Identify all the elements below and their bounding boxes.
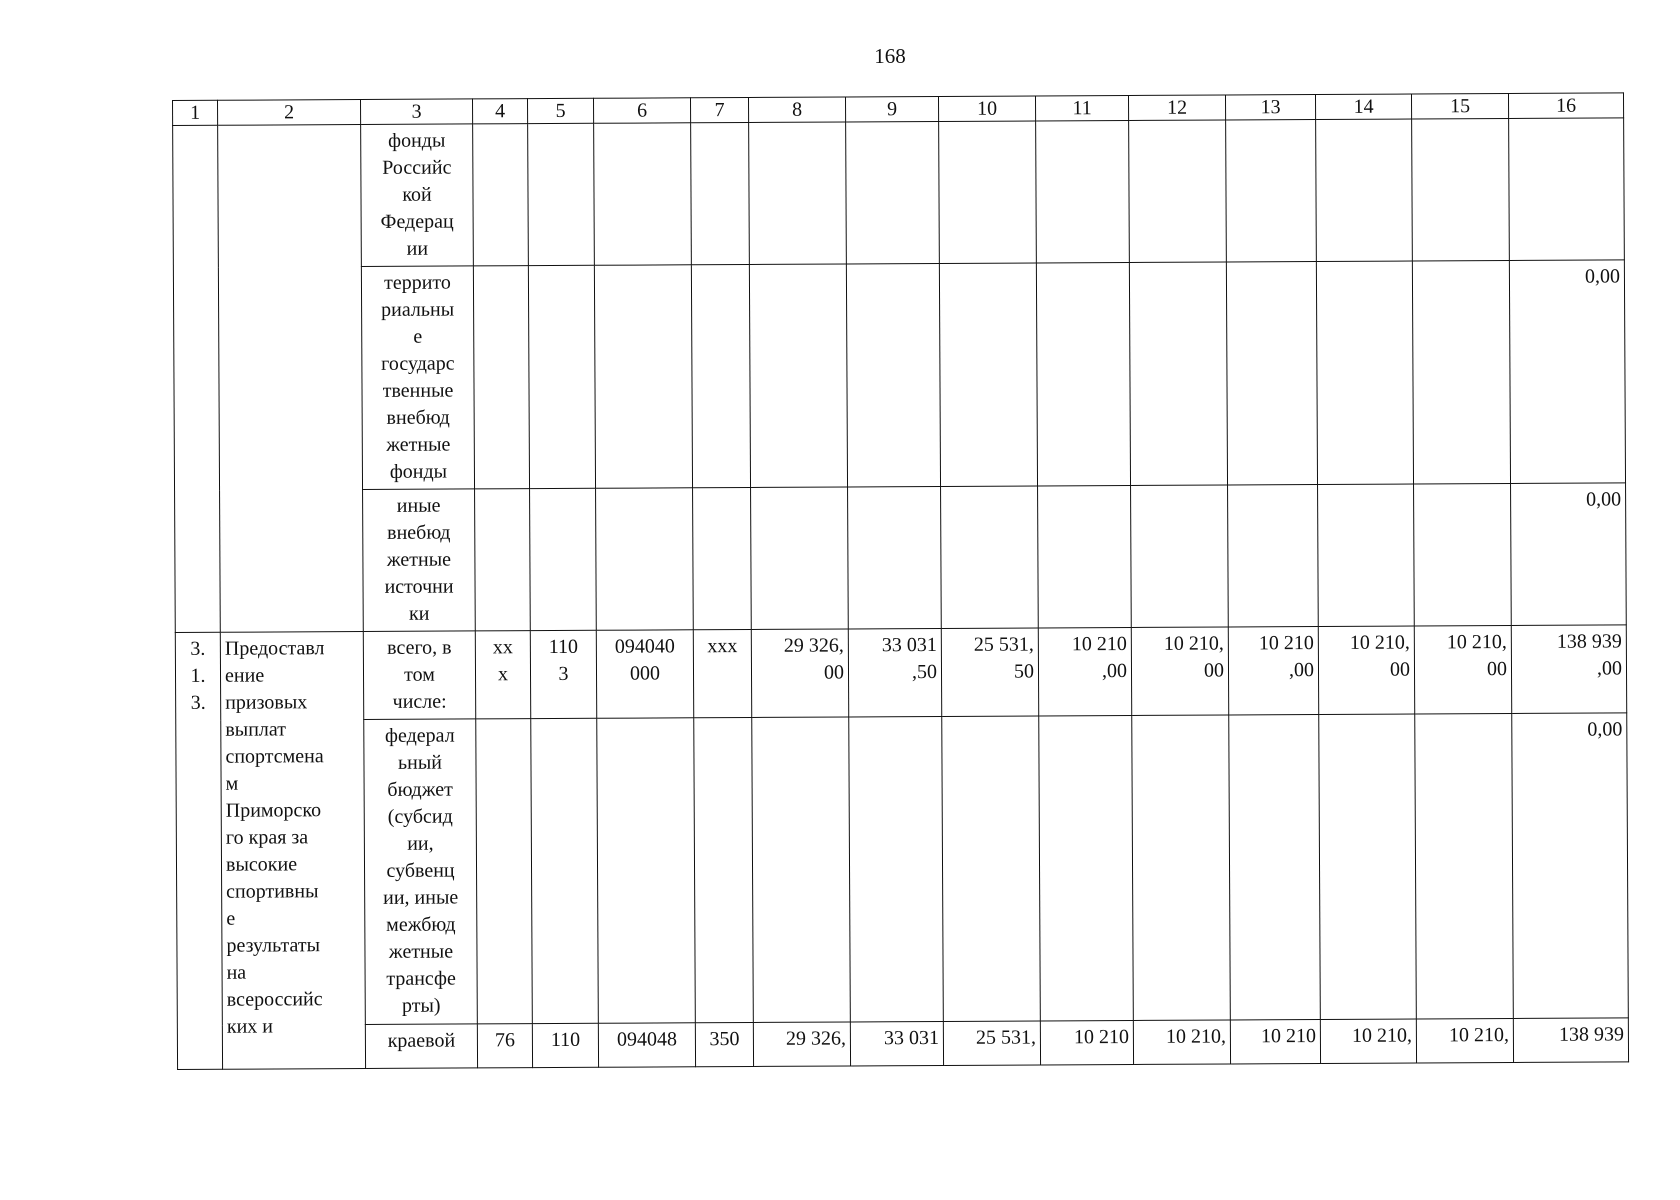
empty-cell: [751, 487, 849, 630]
funding-source-cell: террито риальны е государс твенные внебюд жетные фонды: [361, 266, 474, 490]
value-cell: 10 210, 00: [1131, 627, 1228, 716]
value-cell: 0,00: [1509, 260, 1625, 484]
empty-cell: [1036, 120, 1130, 262]
empty-cell: [691, 122, 750, 264]
item-description-cell: Предоставл ение призовых выплат спортсмена м Приморско го края за высокие спортивны е результаты на всероссийс ких и: [220, 632, 365, 1070]
header-cell: 14: [1315, 94, 1411, 120]
value-cell: 10 210: [1230, 1020, 1320, 1064]
table-row: [173, 260, 1625, 491]
header-cell: 7: [690, 97, 748, 122]
table-row: [175, 483, 1627, 633]
value-cell: 10 210, 00: [1318, 626, 1414, 715]
table-row: [177, 1018, 1628, 1070]
empty-cell: [594, 265, 692, 489]
value-cell: 138 939: [1513, 1018, 1628, 1063]
code-cell: хх х: [475, 631, 530, 719]
empty-cell: [1038, 485, 1132, 627]
empty-cell: [1412, 119, 1510, 262]
header-cell: 2: [218, 100, 361, 126]
empty-cell: [594, 123, 692, 266]
header-cell: 1: [173, 100, 218, 125]
budget-table: [172, 92, 1629, 1070]
value-cell: 25 531, 50: [941, 628, 1038, 717]
empty-cell: [473, 124, 529, 266]
empty-cell: [942, 716, 1041, 1022]
empty-cell: [1226, 262, 1317, 485]
header-cell: 13: [1225, 95, 1315, 120]
code-cell: 094048: [598, 1023, 695, 1068]
empty-cell: [528, 123, 595, 265]
empty-cell: [846, 263, 940, 486]
empty-cell: [848, 486, 942, 628]
value-cell: 29 326,: [753, 1022, 850, 1067]
empty-cell: [694, 717, 754, 1022]
value-cell: 0,00: [1512, 713, 1629, 1019]
empty-cell: [597, 718, 696, 1024]
code-cell: 110 3: [530, 630, 596, 718]
empty-cell: [531, 718, 599, 1023]
header-cell: 6: [593, 98, 690, 124]
funding-source-cell: федерал ьный бюджет (субсид ии, субвенц ии, иные межбюд жетные трансфе рты): [364, 719, 478, 1025]
empty-cell: [691, 264, 750, 487]
header-cell: 15: [1411, 94, 1508, 120]
code-cell: 76: [477, 1024, 532, 1068]
empty-cell: [1319, 714, 1417, 1019]
funding-source-cell: всего, в том числе:: [363, 631, 475, 720]
header-cell: 10: [938, 96, 1035, 122]
empty-cell: [1228, 485, 1319, 627]
header-cell: 8: [748, 97, 845, 123]
empty-cell: [846, 121, 940, 263]
empty-cell: [1412, 260, 1510, 484]
value-cell: 33 031 ,50: [848, 628, 941, 716]
funding-source-cell: краевой: [365, 1024, 477, 1069]
code-cell: 110: [532, 1023, 598, 1067]
value-cell: 10 210,: [1133, 1020, 1230, 1065]
item-number-cell: 3. 1. 3.: [175, 632, 222, 1069]
header-cell: 12: [1128, 95, 1225, 121]
empty-cell: [1129, 262, 1227, 486]
table-row: [175, 625, 1626, 721]
empty-cell: [476, 719, 533, 1024]
funding-source-cell: фонды Российс кой Федерац ии: [361, 124, 474, 267]
page-number: 168: [874, 44, 906, 68]
empty-cell: [473, 266, 529, 489]
table-row: [173, 118, 1625, 268]
header-cell: 9: [845, 96, 938, 121]
value-cell: 25 531,: [943, 1021, 1040, 1066]
value-cell: 10 210 ,00: [1038, 627, 1131, 715]
header-cell: 16: [1508, 93, 1623, 119]
empty-cell: [475, 489, 531, 631]
value-cell: 0,00: [1511, 483, 1627, 626]
empty-cell: [528, 265, 595, 488]
empty-cell: [939, 121, 1037, 264]
empty-cell: [1039, 715, 1134, 1020]
value-cell: 33 031: [850, 1021, 943, 1065]
value-cell: 10 210: [1040, 1020, 1133, 1064]
empty-cell: [939, 263, 1037, 487]
empty-cell: [1129, 120, 1227, 263]
code-cell: ххх: [693, 629, 751, 717]
value-cell: 10 210, 00: [1414, 625, 1511, 714]
value-cell: 10 210 ,00: [1228, 627, 1318, 715]
header-cell: 11: [1035, 95, 1128, 120]
empty-cell: [1318, 484, 1415, 627]
code-cell: 350: [695, 1022, 753, 1066]
value-cell: 29 326, 00: [751, 629, 848, 718]
header-cell: 3: [361, 99, 473, 125]
empty-cell: [749, 122, 847, 265]
empty-cell: [941, 486, 1039, 629]
table-row: [176, 713, 1629, 1026]
value-cell: 138 939 ,00: [1511, 625, 1626, 714]
empty-cell: [1316, 261, 1413, 484]
empty-cell: [1132, 715, 1231, 1021]
empty-cell: [1036, 262, 1130, 485]
header-cell: 4: [472, 99, 527, 124]
empty-cell: [1229, 715, 1321, 1020]
empty-cell: [693, 487, 752, 629]
header-cell: 5: [527, 98, 593, 123]
funding-source-cell: иные внебюд жетные источни ки: [363, 489, 476, 632]
empty-cell: [1316, 119, 1413, 262]
code-cell: 094040 000: [596, 630, 693, 719]
empty-cell: [1226, 120, 1317, 262]
empty-cell: [530, 488, 597, 630]
value-cell: 10 210,: [1320, 1019, 1416, 1064]
empty-cell: [1509, 118, 1625, 261]
table-cell: [173, 125, 221, 632]
value-cell: 10 210,: [1416, 1018, 1513, 1063]
empty-cell: [1414, 483, 1512, 626]
empty-cell: [752, 717, 851, 1023]
empty-cell: [849, 716, 944, 1021]
empty-cell: [1131, 485, 1229, 628]
empty-cell: [749, 264, 847, 488]
empty-cell: [596, 488, 694, 631]
table-cell: [218, 125, 364, 633]
empty-cell: [1415, 713, 1514, 1019]
